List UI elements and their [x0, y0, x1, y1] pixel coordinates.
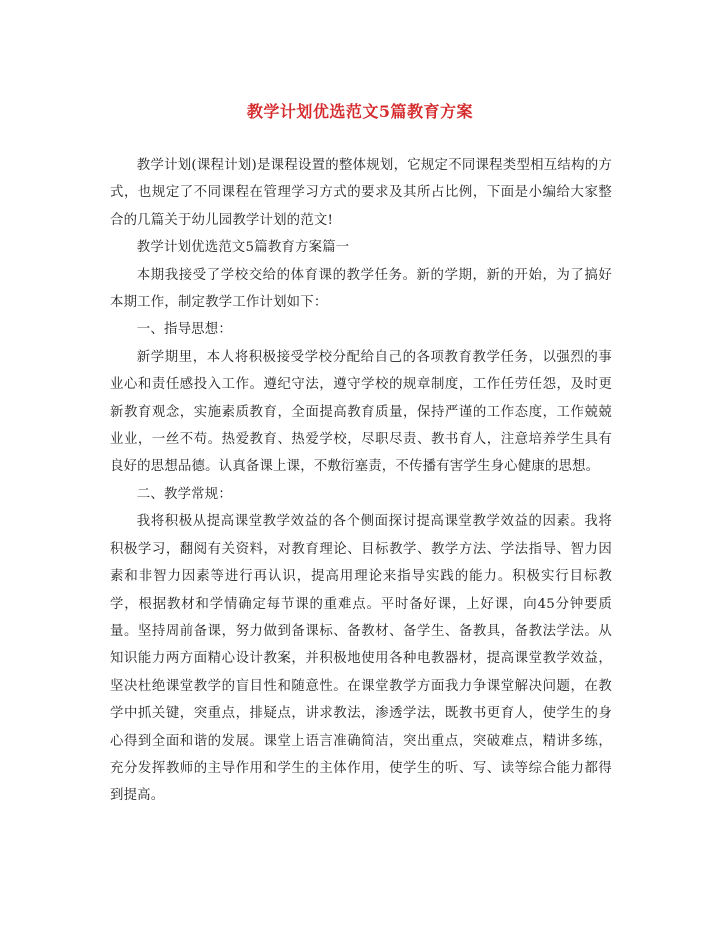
section-heading-teaching-routine: 二、教学常规：: [136, 486, 232, 502]
body-paragraph: 我将积极从提高课堂教学效益的各个侧面探讨提高课堂教学效益的因素。我将积极学习，翻阅有关资料，对教育理论、目标教学、教学方法、学法指导、智力因素和非智力因素等进行再认识，提高用理论来指导实践的能力。积极实行目标教学，根据教材和学情确定每节课的重难点。平时备好课，上好课，向45分钟要质量。坚持周前备课，努力做到备课标、备教材、备学生、备教具，备教法学法。从知识能力两方面精心设计教案，并积极地使用各种电教器材，提高课堂教学效益，坚决杜绝课堂教学的盲目性和随意性。在课堂教学方面我力争课堂解决问题，在教学中抓关键，突重点，排疑点，讲求教法，渗透学法，既教书更育人，使学生的身心得到全面和谐的发展。课堂上语言准确简洁，突出重点，突破难点，精讲多练，充分发挥教师的主导作用和学生的主体作用，使学生的听、写、读等综合能力都得到提高。: [110, 514, 612, 804]
document-body: [110, 152, 612, 810]
section-heading-guiding-thought: 一、指导思想：: [136, 322, 232, 338]
intro-paragraph: 教学计划(课程计划)是课程设置的整体规划，它规定不同课程类型相互结构的方式，也规定了不同课程在管理学习方式的要求及其所占比例，下面是小编给大家整合的几篇关于幼儿园教学计划的范文!: [110, 158, 612, 228]
section-heading-part-one: 教学计划优选范文5篇教育方案篇一: [136, 240, 350, 256]
document-title: 教学计划优选范文5篇教育方案: [246, 102, 474, 121]
body-paragraph: 本期我接受了学校交给的体育课的教学任务。新的学期，新的开始，为了搞好本期工作，制定教学工作计划如下：: [110, 267, 612, 311]
body-paragraph: 新学期里，本人将积极接受学校分配给自己的各项教育教学任务，以强烈的事业心和责任感投入工作。遵纪守法，遵守学校的规章制度，工作任劳任怨，及时更新教育观念，实施素质教育，全面提高教育质量，保持严谨的工作态度，工作兢兢业业，一丝不苟。热爱教育、热爱学校，尽职尽责、教书育人，注意培养学生具有良好的思想品德。认真备课上课，不敷衍塞责，不传播有害学生身心健康的思想。: [110, 349, 612, 475]
